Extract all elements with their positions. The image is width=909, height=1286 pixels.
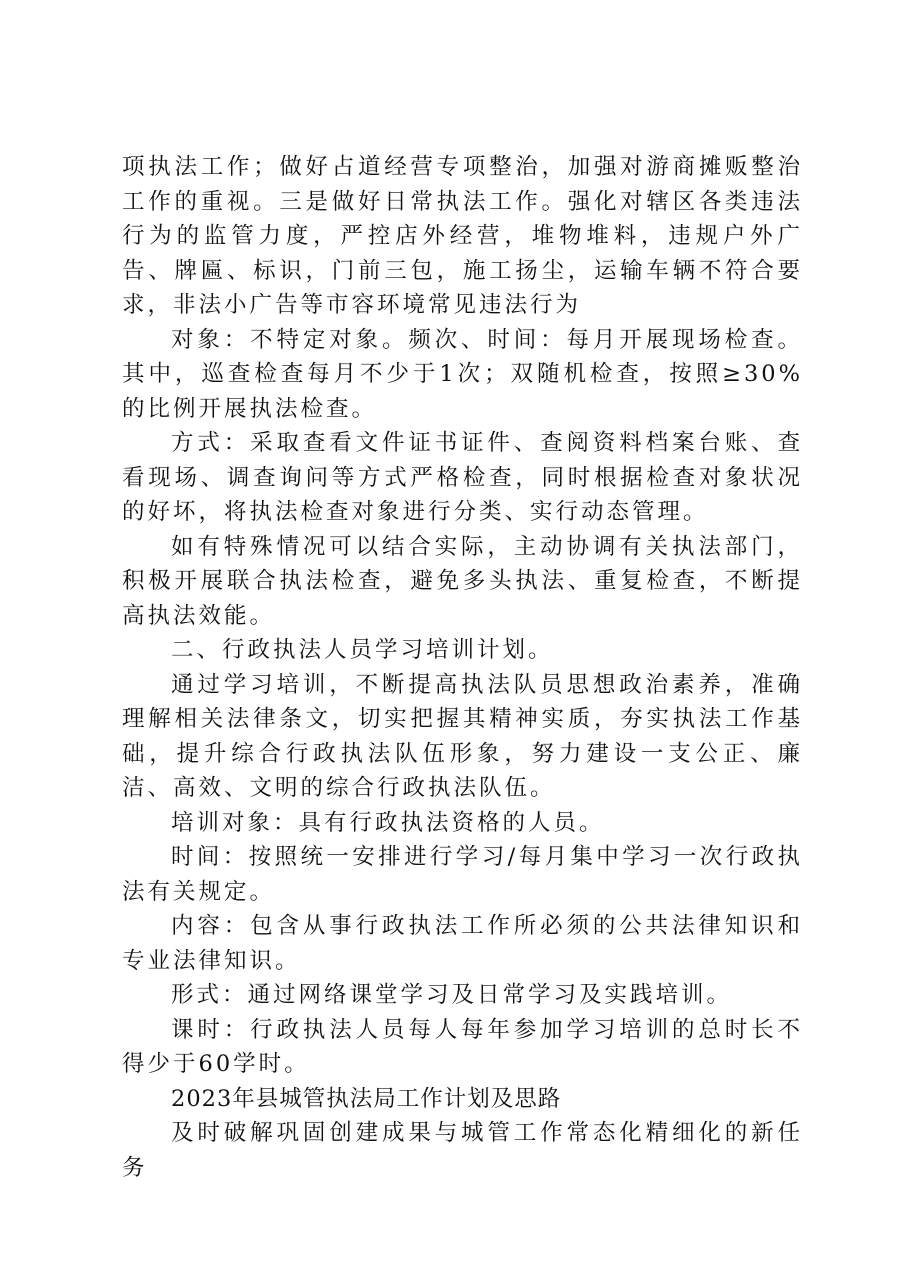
heading-training-plan: 二、行政执法人员学习培训计划。 — [171, 637, 554, 663]
paragraph-inspection-targets: 对象：不特定对象。频次、时间：每月开展现场检查。其中，巡查检查每月不少于1次；双随机检查，按照≥30%的比例开展执法检查。 — [122, 326, 803, 422]
paragraph-training-hours: 课时：行政执法人员每人每年参加学习培训的总时长不得少于60学时。 — [122, 1016, 803, 1077]
section-title: 2023年县城管执法局工作计划及思路 — [171, 1085, 562, 1112]
paragraph-training-format: 形式：通过网络课堂学习及日常学习及实践培训。 — [171, 982, 733, 1008]
paragraph-training-time: 时间：按照统一安排进行学习/每月集中学习一次行政执法有关规定。 — [122, 844, 803, 905]
paragraph-inspection-methods: 方式：采取查看文件证书证件、查阅资料档案台账、查看现场、调查询问等方式严格检查，同时根据检查对象状况的好坏，将执法检查对象进行分类、实行动态管理。 — [122, 430, 803, 525]
paragraph-intro: 及时破解巩固创建成果与城管工作常态化精细化的新任务 — [122, 1120, 803, 1181]
paragraph-training-goals: 通过学习培训，不断提高执法队员思想政治素养，准确理解相关法律条文，切实把握其精神实质，夯实执法工作基础，提升综合行政执法队伍形象，努力建设一支公正、廉洁、高效、文明的综合行政执法队伍。 — [122, 671, 803, 801]
paragraph-training-audience: 培训对象：具有行政执法资格的人员。 — [171, 809, 605, 836]
paragraph-special-cases: 如有特殊情况可以结合实际，主动协调有关执法部门，积极开展联合执法检查，避免多头执法、重复检查，不断提高执法效能。 — [122, 533, 803, 629]
paragraph-continuation: 项执法工作；做好占道经营专项整治，加强对游商摊贩整治工作的重视。三是做好日常执法工作。强化对辖区各类违法行为的监管力度，严控店外经营，堆物堆料，违规户外广告、牌匾、标识，门前三包，施工扬尘，运输车辆不符合要求，非法小广告等市容环境常见违法行为 — [122, 154, 803, 318]
paragraph-training-content: 内容：包含从事行政执法工作所必须的公共法律知识和专业法律知识。 — [122, 913, 803, 974]
